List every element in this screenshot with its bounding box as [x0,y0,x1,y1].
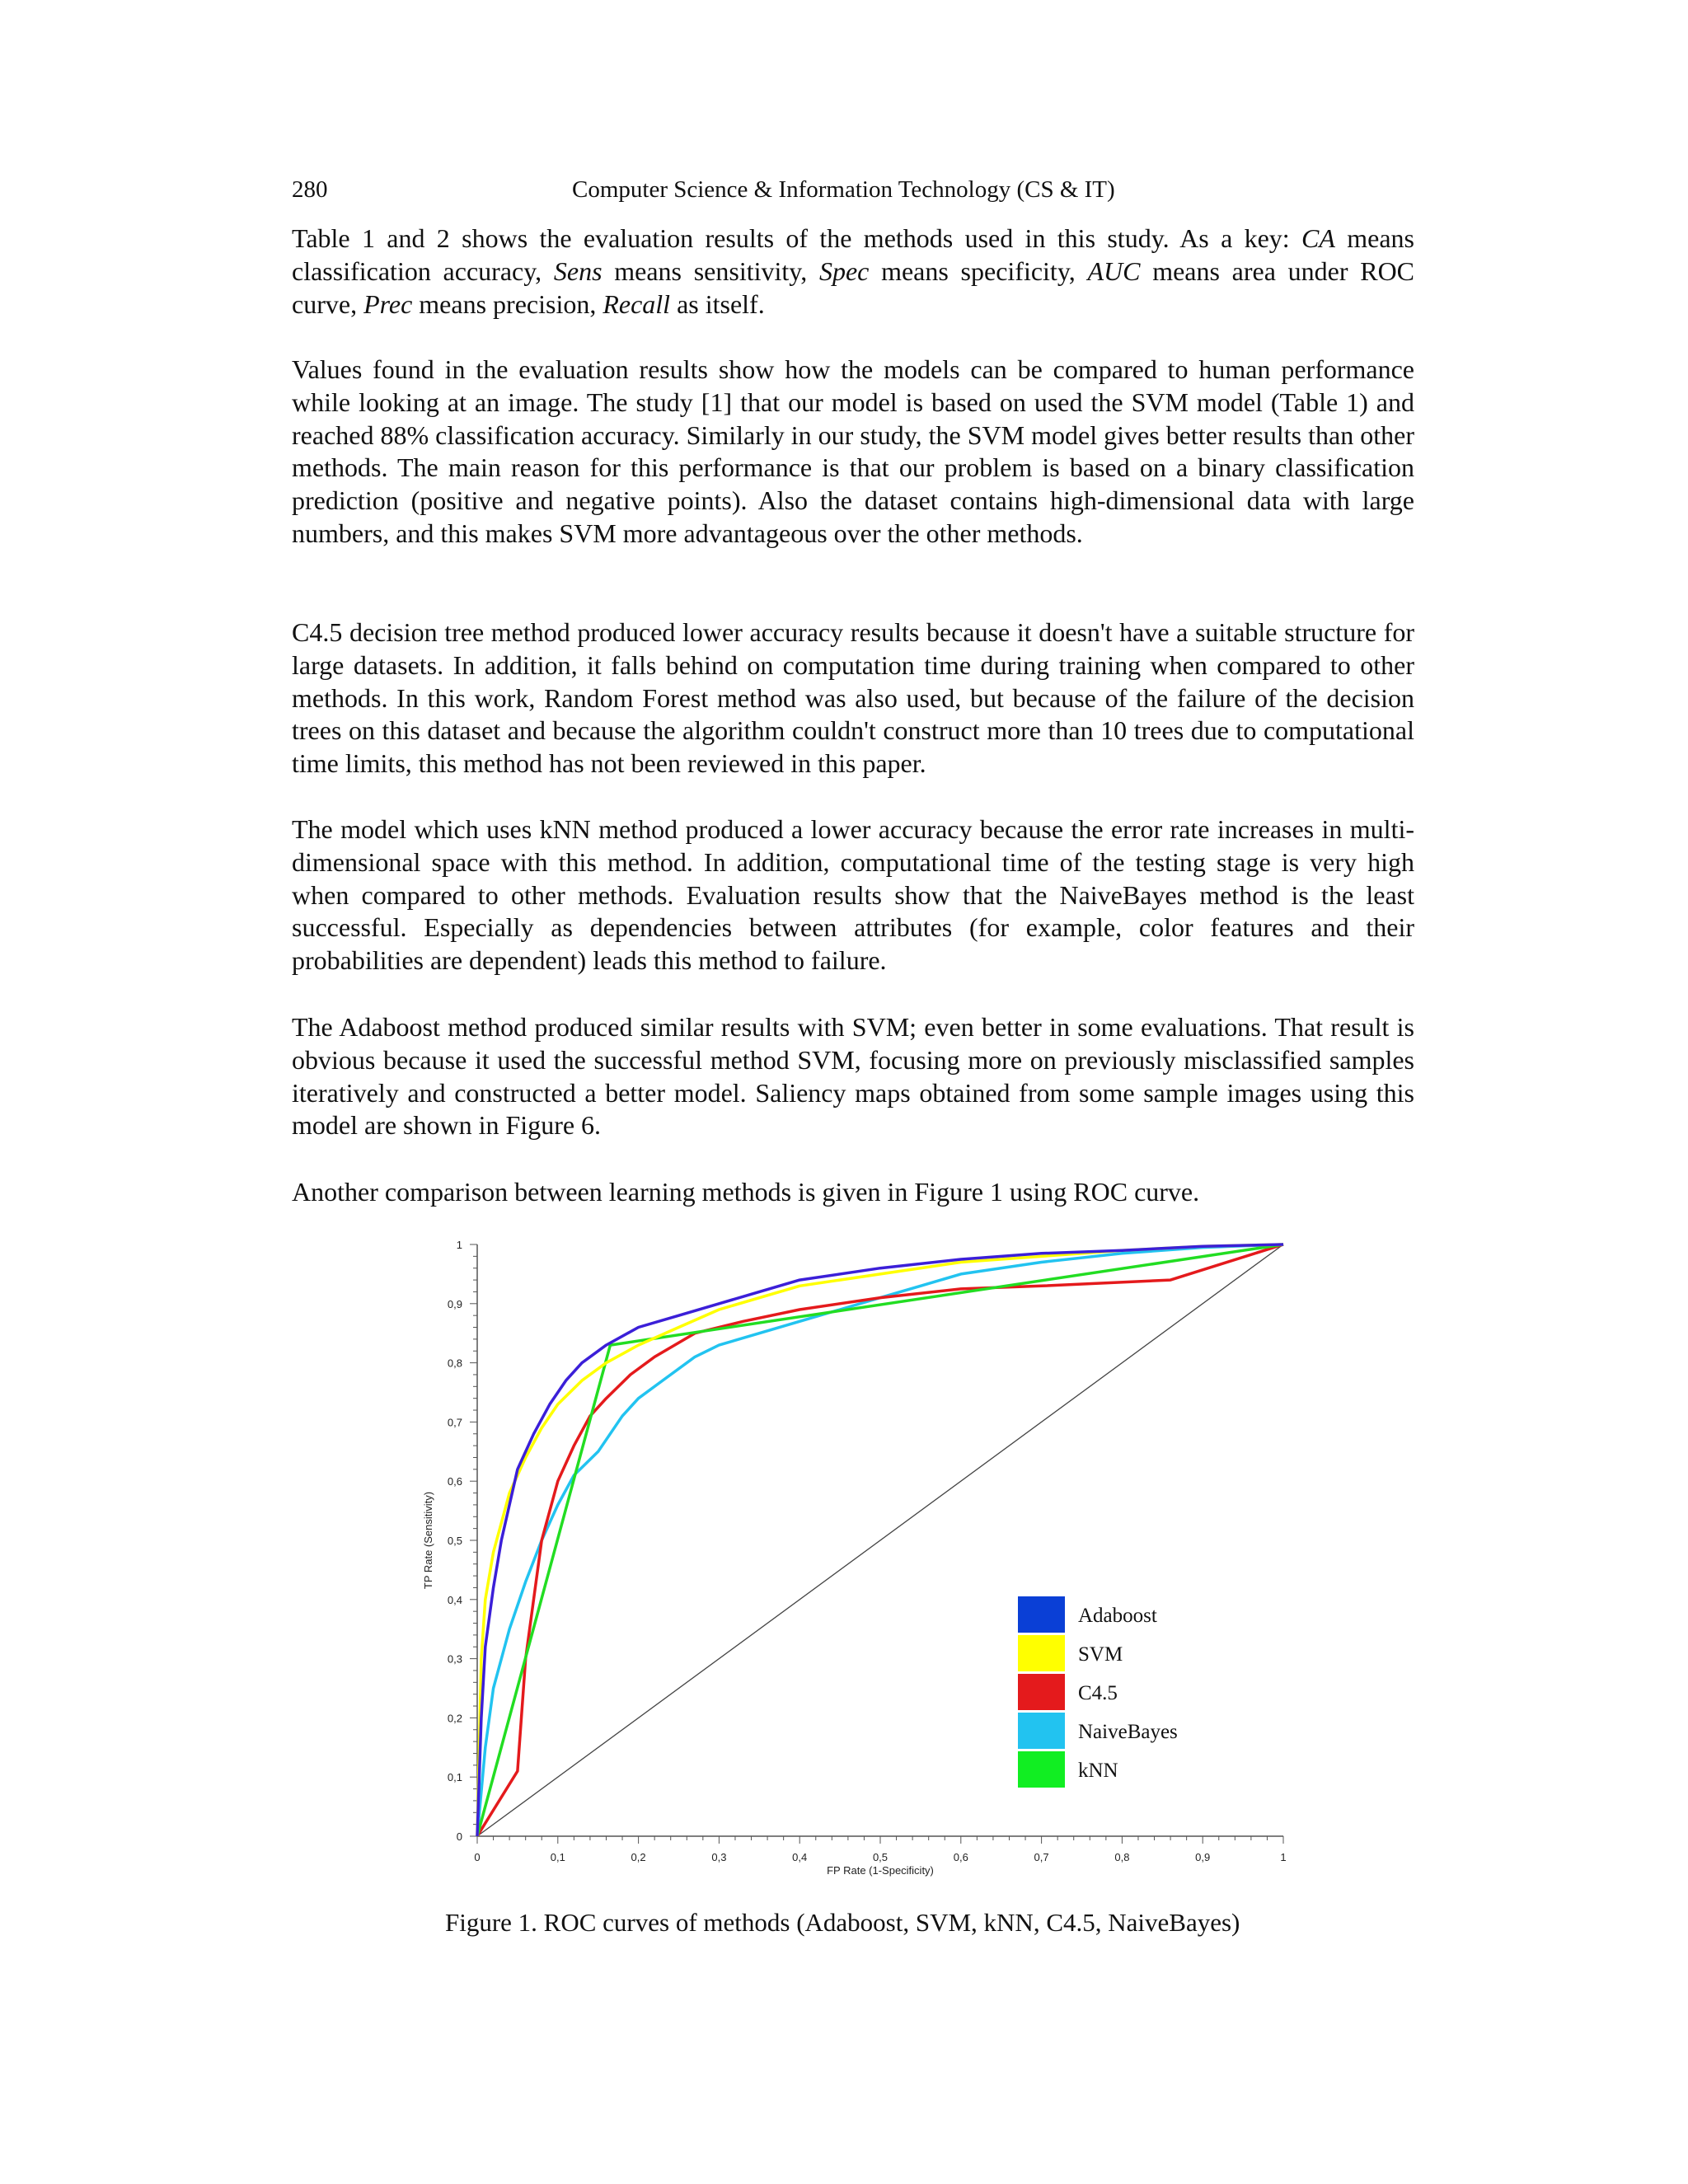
legend-swatch-c45 [1018,1674,1065,1710]
y-tick-label: 0,7 [447,1416,462,1429]
key-text: Table 1 and 2 shows the evaluation results of the methods used in this study. As a key: [292,223,1302,253]
x-tick-label: 0,3 [711,1851,727,1863]
y-tick-label: 0,2 [447,1712,462,1725]
legend-label: kNN [1078,1760,1118,1782]
y-tick-label: 0,4 [447,1593,462,1606]
y-axis-label: TP Rate (Sensitivity) [422,1491,434,1590]
x-tick-label: 1 [1280,1851,1287,1863]
key-term-ca: CA [1301,223,1335,253]
x-tick-label: 0 [474,1851,481,1863]
legend-label: SVM [1078,1643,1123,1666]
roc-chart [412,1231,1302,1882]
y-tick-label: 0,5 [447,1535,462,1547]
legend-swatch-knn [1018,1751,1065,1788]
x-tick-label: 0,1 [550,1851,565,1863]
page-number: 280 [292,176,328,203]
legend-label: C4.5 [1078,1682,1118,1704]
key-term-recall: Recall [603,288,671,319]
y-tick-label: 0,3 [447,1652,462,1666]
key-text: means precision, [412,288,603,319]
paragraph-evaluation: Values found in the evaluation results show how the models can be compared to human performance while looking at an image. The study [1] that our model is based on used the SVM model (Table 1) and reached 88% classification accuracy. Similarly in our study, the SVM model gives better results than other methods. The main reason for this performance is that our problem is based on a binary classification prediction (positive and negative points). Also the dataset contains high-dimensional data with large numbers, and this makes SVM more advantageous over the other methods. [292,354,1414,548]
key-term-auc: AUC [1087,255,1141,286]
x-tick-label: 0,4 [792,1851,808,1863]
y-tick-label: 0 [456,1830,462,1843]
key-text: means area under ROC curve, [292,255,1415,319]
y-tick-label: 1 [456,1239,462,1251]
x-tick-label: 0,5 [872,1851,889,1863]
x-axis-label: FP Rate (1-Specificity) [827,1864,934,1877]
y-tick-label: 0,6 [447,1475,462,1488]
legend-label: Adaboost [1078,1605,1157,1627]
paragraph-adaboost: The Adaboost method produced similar results with SVM; even better in some evaluations. That result is obvious because it used the successful method SVM, focusing more on previously misclassified samples iteratively and constructed a better model. Saliency maps obtained from some sample images using this model are shown in Figure 6. [292,1012,1414,1141]
paragraph-c45: C4.5 decision tree method produced lower accuracy results because it doesn't have a suitable structure for large datasets. In addition, it falls behind on computation time during training when compared to other methods. In this work, Random Forest method was also used, but because of the failure of the decision trees on this dataset and because the algorithm couldn't construct more than 10 trees due to computational time limits, this method has not been reviewed in this paper. [292,617,1414,779]
x-tick-label: 0,9 [1195,1851,1211,1863]
key-text: as itself. [670,288,765,319]
x-tick-label: 0,7 [1034,1851,1049,1863]
x-tick-label: 0,8 [1114,1851,1130,1863]
y-tick-label: 0,8 [447,1357,462,1370]
y-tick-label: 0,1 [447,1771,462,1784]
key-text: means sensitivity, [602,255,819,286]
key-term-sens: Sens [553,255,603,286]
key-text: means specificity, [869,255,1088,286]
legend-label: NaiveBayes [1078,1721,1178,1743]
paragraph-roc-intro: Another comparison between learning methods is given in Figure 1 using ROC curve. [292,1177,1200,1207]
x-tick-label: 0,2 [631,1851,646,1863]
key-text: means classification accuracy, [292,223,1415,286]
journal-title: Computer Science & Information Technology (CS & IT) [572,176,1115,203]
x-tick-label: 0,6 [953,1851,968,1863]
y-tick-label: 0,9 [447,1297,462,1310]
key-term-prec: Prec [363,288,413,319]
paragraph-knn: The model which uses kNN method produced a lower accuracy because the error rate increases in multi-dimensional space with this method. In addition, computational time of the testing stage is very high when compared to other methods. Evaluation results show that the NaiveBayes method is the least successful. Especially as dependencies between attributes (for example, color features and their probabilities are dependent) leads this method to failure. [292,814,1414,976]
diagonal-line [477,1244,1283,1836]
legend-swatch-adaboost [1018,1596,1065,1633]
legend-swatch-svm [1018,1635,1065,1671]
figure-caption: Figure 1. ROC curves of methods (Adaboost, SVM, kNN, C4.5, NaiveBayes) [445,1908,1240,1937]
key-term-spec: Spec [818,255,870,286]
paragraph-key [292,223,1414,321]
legend-swatch-naivebayes [1018,1713,1065,1749]
